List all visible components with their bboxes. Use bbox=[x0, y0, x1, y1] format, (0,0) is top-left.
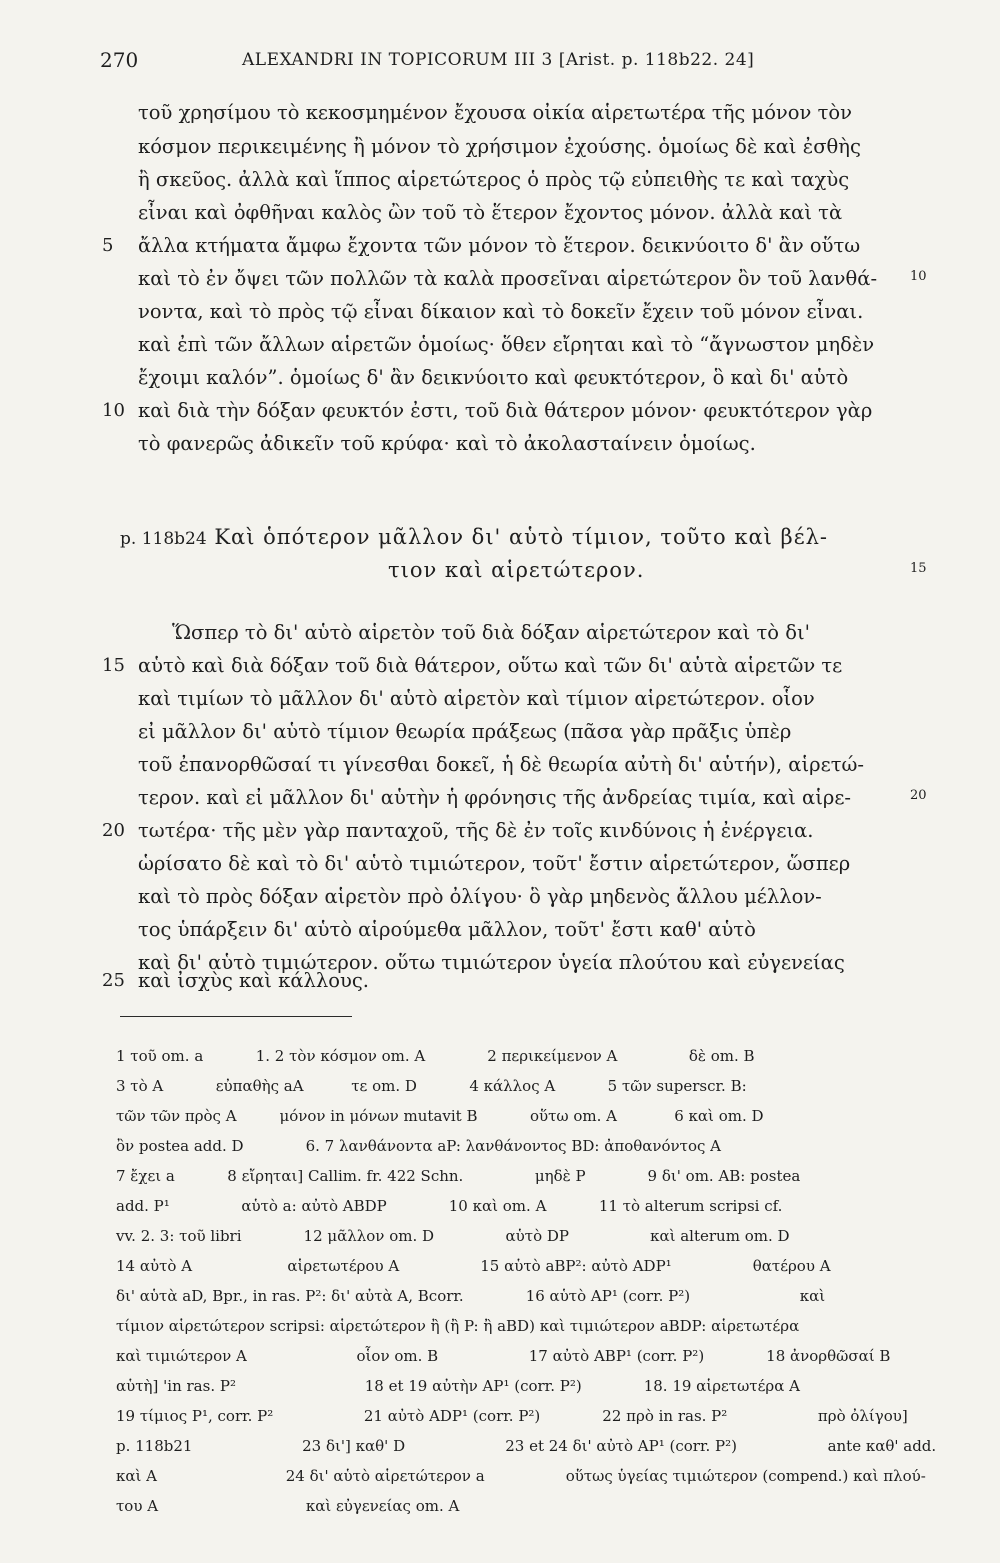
running-header bbox=[100, 48, 820, 76]
footnote-rule bbox=[120, 1016, 352, 1017]
lemma-text-2: τιον καὶ αἱρετώτερον. bbox=[388, 558, 645, 582]
apparatus-line: αὑτὴ] 'in ras. P² 18 et 19 αὐτὴν AP¹ (corr. P²) 18. 19 αἱρετωτέρα A bbox=[116, 1377, 800, 1395]
text-line: τωτέρα· τῆς μὲν γὰρ πανταχοῦ, τῆς δὲ ἐν τοῖς κινδύνοις ἡ ἐνέργεια. bbox=[138, 819, 814, 842]
apparatus-line: τίμιον αἱρετώτερον scripsi: αἱρετώτερον ἢ (ἢ P: ἢ aBD) καὶ τιμιώτερον aBDP: αἱρετωτέρα bbox=[116, 1317, 800, 1335]
margin-number: 10 bbox=[910, 269, 927, 284]
apparatus-line: καὶ τιμιώτερον A οἷον om. B 17 αὐτὸ ABP¹ (corr. P²) 18 ἀνορθῶσαί B bbox=[116, 1347, 891, 1365]
line-number: 20 bbox=[102, 820, 125, 841]
apparatus-line: δι' αὑτὰ aD, Bpr., in ras. P²: δι' αὐτὰ A, Bcorr. 16 αὑτὸ AP¹ (corr. P²) καὶ bbox=[116, 1287, 826, 1305]
text-line: τερον. καὶ εἰ μᾶλλον δι' αὑτὴν ἡ φρόνησις τῆς ἀνδρείας τιμία, καὶ αἱρε- bbox=[138, 786, 852, 809]
text-line: καὶ διὰ τὴν δόξαν φευκτόν ἐστι, τοῦ διὰ θάτερον μόνον· φευκτότερον γὰρ bbox=[138, 399, 873, 422]
text-line: κόσμον περικειμένης ἢ μόνον τὸ χρήσιμον ἐχούσης. ὁμοίως δὲ καὶ ἐσθὴς bbox=[138, 135, 861, 158]
running-title: ALEXANDRI IN TOPICORUM III 3 [Arist. p. 118b22. 24] bbox=[242, 50, 755, 70]
apparatus-line: 1 τοῦ om. a 1. 2 τὸν κόσμον om. A 2 περικείμενον A δὲ om. B bbox=[116, 1047, 755, 1065]
text-line: τος ὑπάρξειν δι' αὑτὸ αἱρούμεθα μᾶλλον, τοῦτ' ἔστι καθ' αὑτὸ bbox=[138, 918, 756, 941]
text-line: νοντα, καὶ τὸ πρὸς τῷ εἶναι δίκαιον καὶ τὸ δοκεῖν ἔχειν τοῦ μόνον εἶναι. bbox=[138, 300, 864, 323]
text-line: τοῦ ἐπανορθῶσαί τι γίνεσθαι δοκεῖ, ἡ δὲ θεωρία αὐτὴ δι' αὑτήν), αἱρετώ- bbox=[138, 753, 864, 776]
lemma-reference: p. 118b24 bbox=[120, 529, 207, 549]
text-line: καὶ τιμίων τὸ μᾶλλον δι' αὑτὸ αἱρετὸν καὶ τίμιον αἱρετώτερον. οἷον bbox=[138, 687, 815, 710]
text-line: καὶ δι' αὑτὸ τιμιώτερον. οὕτω τιμιώτερον ὑγεία πλούτου καὶ εὐγενείας bbox=[138, 951, 845, 974]
text-line: Ὥσπερ τὸ δι' αὑτὸ αἱρετὸν τοῦ διὰ δόξαν αἱρετώτερον καὶ τὸ δι' bbox=[172, 621, 810, 644]
text-line: ὡρίσατο δὲ καὶ τὸ δι' αὑτὸ τιμιώτερον, τοῦτ' ἔστιν αἱρετώτερον, ὥσπερ bbox=[138, 852, 851, 875]
apparatus-line: 7 ἔχει a 8 εἴρηται] Callim. fr. 422 Schn. μηδὲ P 9 δι' om. AB: postea bbox=[116, 1167, 801, 1185]
apparatus-line: p. 118b21 23 δι'] καθ' D 23 et 24 δι' αὐτὸ AP¹ (corr. P²) ante καθ' add. bbox=[116, 1437, 937, 1455]
apparatus-line: vv. 2. 3: τοῦ libri 12 μᾶλλον om. D αὑτὸ DP καὶ alterum om. D bbox=[116, 1227, 790, 1245]
text-line: ἔχοιμι καλόν”. ὁμοίως δ' ἂν δεικνύοιτο καὶ φευκτότερον, ὃ καὶ δι' αὑτὸ bbox=[138, 366, 849, 389]
apparatus-line: ὂν postea add. D 6. 7 λανθάνοντα aP: λανθάνοντος BD: ἀποθανόντος A bbox=[116, 1137, 722, 1155]
text-line: ἢ σκεῦος. ἀλλὰ καὶ ἵππος αἱρετώτερος ὁ πρὸς τῷ εὐπειθὴς τε καὶ ταχὺς bbox=[138, 168, 850, 191]
text-line: εἰ μᾶλλον δι' αὑτὸ τίμιον θεωρία πράξεως (πᾶσα γὰρ πρᾶξις ὑπὲρ bbox=[138, 720, 792, 743]
text-line: τοῦ χρησίμου τὸ κεκοσμημένον ἔχουσα οἰκία αἱρετωτέρα τῆς μόνον τὸν bbox=[138, 101, 852, 124]
page-number: 270 bbox=[100, 48, 139, 72]
text-line: καὶ τὸ πρὸς δόξαν αἱρετὸν πρὸ ὀλίγου· ὃ γὰρ μηδενὸς ἄλλου μέλλον- bbox=[138, 885, 822, 908]
text-line: εἶναι καὶ ὀφθῆναι καλὸς ὢν τοῦ τὸ ἕτερον ἔχοντος μόνον. ἀλλὰ καὶ τὰ bbox=[138, 201, 843, 224]
text-line: καὶ ἰσχὺς καὶ κάλλους. bbox=[138, 969, 369, 992]
text-line: αὑτὸ καὶ διὰ δόξαν τοῦ διὰ θάτερον, οὕτω καὶ τῶν δι' αὑτὰ αἱρετῶν τε bbox=[138, 654, 843, 677]
margin-number: 20 bbox=[910, 788, 927, 803]
line-number: 5 bbox=[102, 235, 114, 256]
apparatus-line: καὶ A 24 δι' αὑτὸ αἱρετώτερον a οὕτως ὑγείας τιμιώτερον (compend.) καὶ πλού- bbox=[116, 1467, 926, 1485]
apparatus-line: του A καὶ εὐγενείας om. A bbox=[116, 1497, 460, 1515]
line-number: 25 bbox=[102, 970, 125, 991]
line-number: 10 bbox=[102, 400, 125, 421]
apparatus-line: τῶν τῶν πρὸς A μόνον in μόνων mutavit B οὕτω om. A 6 καὶ om. D bbox=[116, 1107, 764, 1125]
text-line: τὸ φανερῶς ἀδικεῖν τοῦ κρύφα· καὶ τὸ ἀκολασταίνειν ὁμοίως. bbox=[138, 432, 756, 455]
text-line: καὶ ἐπὶ τῶν ἄλλων αἱρετῶν ὁμοίως· ὅθεν εἴρηται καὶ τὸ “ἄγνωστον μηδὲν bbox=[138, 333, 875, 356]
line-number: 15 bbox=[102, 655, 125, 676]
apparatus-line: 14 αὐτὸ A αἱρετωτέρου A 15 αὑτὸ aBP²: αὐτὸ ADP¹ θατέρου A bbox=[116, 1257, 831, 1275]
text-line: καὶ τὸ ἐν ὄψει τῶν πολλῶν τὰ καλὰ προσεῖναι αἱρετώτερον ὂν τοῦ λανθά- bbox=[138, 267, 878, 290]
text-line: ἄλλα κτήματα ἄμφω ἔχοντα τῶν μόνον τὸ ἕτερον. δεικνύοιτο δ' ἂν οὕτω bbox=[138, 234, 861, 257]
apparatus-line: add. P¹ αὑτὸ a: αὐτὸ ABDP 10 καὶ om. A 11 τὸ alterum scripsi cf. bbox=[116, 1197, 783, 1215]
apparatus-line: 19 τίμιος P¹, corr. P² 21 αὐτὸ ADP¹ (corr. P²) 22 πρὸ in ras. P² πρὸ ὀλίγου] bbox=[116, 1407, 908, 1425]
lemma-text-1: Καὶ ὁπότερον μᾶλλον δι' αὑτὸ τίμιον, τοῦτο καὶ βέλ- bbox=[214, 525, 828, 549]
apparatus-line: 3 τὸ A εὐπαθὴς aA τε om. D 4 κάλλος A 5 τῶν superscr. B: bbox=[116, 1077, 747, 1095]
margin-number: 15 bbox=[910, 561, 927, 576]
